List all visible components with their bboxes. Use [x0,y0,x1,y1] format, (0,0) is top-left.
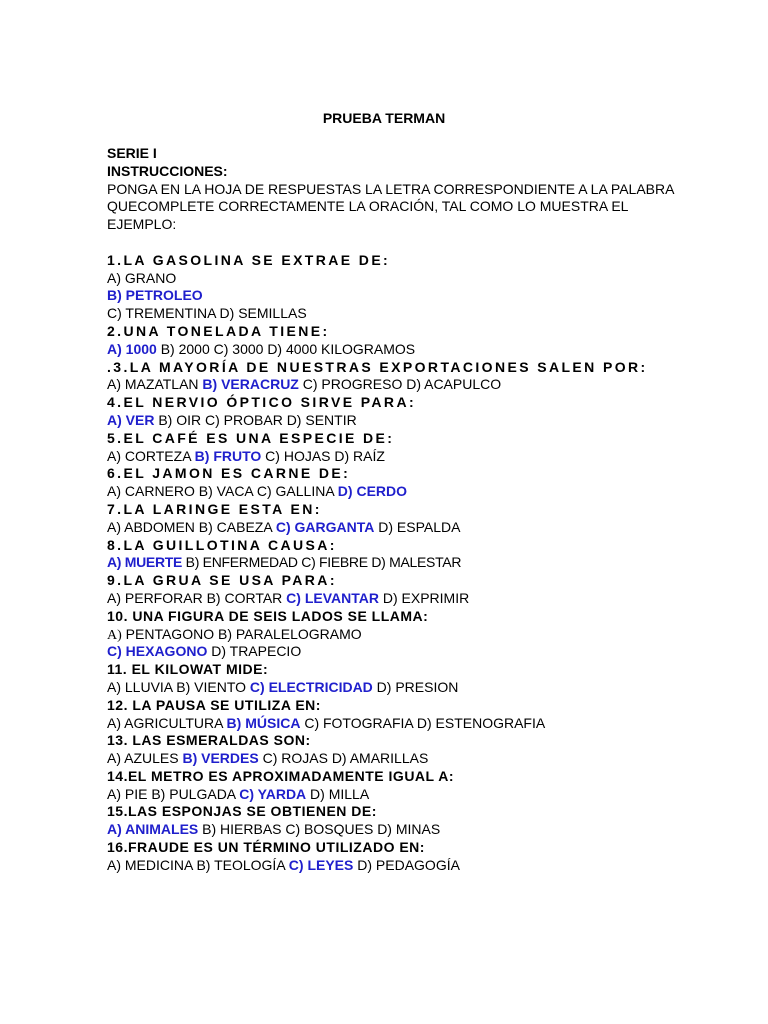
question-11-answer: C) ELECTRICIDAD [249,678,373,695]
question-16: 16.FRAUDE ES UN TÉRMINO UTILIZADO EN: [107,839,425,856]
question-2-answer: A) 1000 [107,340,157,357]
question-2-other-options: B) 2000 C) 3000 D) 4000 KILOGRAMOS [156,340,416,357]
question-8-answer: A) MUERTE [107,554,183,571]
question-3-answer: B) VERACRUZ [202,376,299,393]
question-4: 4.EL NERVIO ÓPTICO SIRVE PARA: [107,394,417,411]
question-7-options: A) ABDOMEN B) CABEZA C) GARGANTA D) ESPALDA [107,518,461,535]
question-9-options: A) PERFORAR B) CORTAR C) LEVANTAR D) EXPRIMIR [107,589,470,606]
spacer [107,234,687,252]
question-10: 10. UNA FIGURA DE SEIS LADOS SE LLAMA: [107,607,429,624]
question-16-answer: C) LEYES [288,856,354,873]
question-12: 12. LA PAUSA SE UTILIZA EN: [107,696,321,713]
page-title: PRUEBA TERMAN [322,110,446,126]
question-6-answer: D) CERDO [337,483,408,500]
question-15: 15.LAS ESPONJAS SE OBTIENEN DE: [107,803,377,820]
question-8-options: A) MUERTE B) ENFERMEDAD C) FIEBRE D) MALESTAR [107,554,462,571]
question-7-answer: C) GARGANTA [275,518,375,535]
instructions-label: INSTRUCCIONES: [107,162,228,179]
question-15-answer: A) ANIMALES [107,821,199,838]
question-9-answer: C) LEVANTAR [286,589,379,606]
series-label: SERIE I [107,145,157,161]
question-5-answer: B) FRUTO [194,447,262,464]
question-15-options: A) ANIMALES B) HIERBAS C) BOSQUES D) MINAS [107,821,441,838]
question-5-options: A) CORTEZA B) FRUTO C) HOJAS D) RAÍZ [107,447,385,464]
question-6-options: A) CARNERO B) VACA C) GALLINA D) CERDO [107,483,408,500]
question-4-answer: A) VER [107,411,155,428]
question-4-options: A) VER B) OIR C) PROBAR D) SENTIR [107,411,357,428]
question-14-answer: C) YARDA [239,785,307,802]
question-14-options: A) PIE B) PULGADA C) YARDA D) MILLA [107,785,370,802]
question-12-answer: B) MÚSICA [226,714,301,731]
question-1: 1.LA GASOLINA SE EXTRAE DE: [107,251,391,268]
question-2: 2.UNA TONELADA TIENE: [107,322,330,339]
question-13: 13. LAS ESMERALDAS SON: [107,732,311,749]
instructions-text: PONGA EN LA HOJA DE RESPUESTAS LA LETRA CORRESPONDIENTE A LA PALABRA QUECOMPLETE CORRECTAMENTE LA ORACIÓN, TAL COMO LO MUESTRA EL EJEMPLO: [107,180,674,233]
question-13-answer: B) VERDES [182,750,259,767]
question-16-options: A) MEDICINA B) TEOLOGÍA C) LEYES D) PEDAGOGÍA [107,856,460,873]
question-9: 9.LA GRUA SE USA PARA: [107,572,337,589]
question-3: .3.LA MAYORÍA DE NUESTRAS EXPORTACIONES SALEN POR: [107,358,648,375]
question-10-options-2: C) HEXAGONO D) TRAPECIO [107,643,302,660]
question-13-options: A) AZULES B) VERDES C) ROJAS D) AMARILLAS [107,750,429,767]
question-2-options [107,341,687,359]
question-11: 11. EL KILOWAT MIDE: [107,661,269,678]
question-5: 5.EL CAFÉ ES UNA ESPECIE DE: [107,429,395,446]
question-11-options: A) LLUVIA B) VIENTO C) ELECTRICIDAD D) PRESION [107,678,459,695]
question-8: 8.LA GUILLOTINA CAUSA: [107,536,337,553]
question-1-option-a: A) GRANO [107,269,177,286]
question-7: 7.LA LARINGE ESTA EN: [107,500,322,517]
document-body [107,145,687,875]
question-14: 14.EL METRO ES APROXIMADAMENTE IGUAL A: [107,767,454,784]
question-6: 6.EL JAMON ES CARNE DE: [107,465,351,482]
question-1-answer: B) PETROLEO [107,287,203,304]
question-10-options: A) PENTAGONO B) PARALELOGRAMO [107,625,362,643]
question-3-options: A) MAZATLAN B) VERACRUZ C) PROGRESO D) ACAPULCO [107,376,502,393]
question-12-options: A) AGRICULTURA B) MÚSICA C) FOTOGRAFIA D) ESTENOGRAFIA [107,714,546,731]
question-10-answer: C) HEXAGONO [107,643,208,660]
question-1-other-options: C) TREMENTINA D) SEMILLAS [107,305,307,322]
